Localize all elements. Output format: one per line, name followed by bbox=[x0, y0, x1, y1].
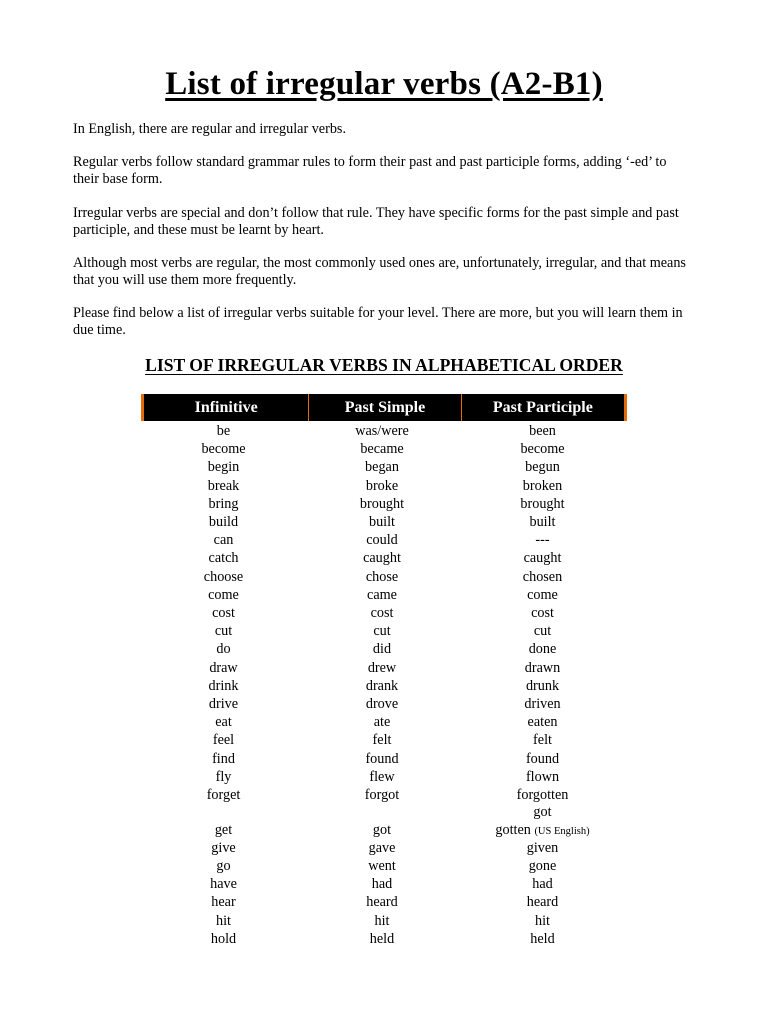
table-row bbox=[141, 586, 627, 604]
table-row bbox=[141, 677, 627, 695]
cell-past-simple: did bbox=[372, 641, 392, 658]
cell-past-simple: found bbox=[365, 750, 399, 767]
cell-past-simple: caught bbox=[363, 550, 401, 567]
table-row bbox=[141, 568, 627, 586]
cell-infinitive: cut bbox=[214, 623, 233, 640]
cell-past-participle: begun bbox=[525, 459, 560, 476]
cell-past-simple: cost bbox=[370, 605, 394, 622]
table-row bbox=[141, 857, 627, 875]
table-row bbox=[141, 422, 627, 440]
table-row bbox=[141, 477, 627, 495]
cell-past-simple: became bbox=[360, 441, 404, 458]
cell-infinitive: come bbox=[208, 586, 239, 603]
cell-past-simple: heard bbox=[366, 894, 398, 911]
table-title: LIST OF IRREGULAR VERBS IN ALPHABETICAL ORDER bbox=[145, 355, 623, 375]
cell-past-participle: held bbox=[530, 930, 555, 947]
table-row bbox=[141, 604, 627, 622]
cell-past-participle: heard bbox=[526, 894, 559, 911]
cell-past-participle: gone bbox=[528, 858, 557, 875]
cell-past-simple: held bbox=[369, 930, 395, 947]
cell-past-participle: built bbox=[529, 514, 556, 531]
table-row bbox=[141, 549, 627, 567]
cell-infinitive: draw bbox=[209, 659, 238, 676]
cell-infinitive: drink bbox=[208, 677, 239, 694]
table-row bbox=[141, 458, 627, 476]
cell-past-simple: flew bbox=[369, 768, 395, 785]
cell-past-participle: done bbox=[528, 641, 557, 658]
table-header bbox=[141, 394, 627, 421]
table-row bbox=[141, 875, 627, 893]
table-row bbox=[141, 768, 627, 786]
cell-infinitive: break bbox=[207, 477, 240, 494]
table-row-get bbox=[141, 804, 627, 839]
table-row bbox=[141, 622, 627, 640]
cell-infinitive: eat bbox=[215, 714, 232, 731]
table-row bbox=[141, 659, 627, 677]
header-past-simple: Past Simple bbox=[309, 394, 461, 421]
table-row bbox=[141, 531, 627, 549]
cell-infinitive: can bbox=[213, 532, 234, 549]
cell-past-simple: cut bbox=[373, 623, 391, 640]
table-row bbox=[141, 695, 627, 713]
cell-past-participle: --- bbox=[535, 532, 550, 549]
participle-gotten: gotten bbox=[495, 821, 531, 838]
cell-past-simple: went bbox=[368, 858, 396, 875]
table-row bbox=[141, 640, 627, 658]
cell-infinitive: give bbox=[211, 839, 236, 856]
cell-past-participle: broken bbox=[522, 477, 563, 494]
cell-past-participle: given bbox=[526, 839, 559, 856]
cell-past-participle: felt bbox=[533, 732, 552, 749]
cell-past-simple: built bbox=[368, 514, 395, 531]
irregular-verbs-paragraph: Irregular verbs are special and don’t follow that rule. They have specific forms for the past simple and past participle, and these must be learnt by heart. bbox=[73, 205, 679, 238]
table-row bbox=[141, 513, 627, 531]
table-row bbox=[141, 750, 627, 768]
table-row bbox=[141, 713, 627, 731]
cell-past-participle: drunk bbox=[525, 677, 560, 694]
page-title: List of irregular verbs (A2-B1) bbox=[165, 66, 603, 102]
verb-table-body bbox=[141, 422, 627, 948]
cell-infinitive: hit bbox=[216, 912, 231, 929]
cell-infinitive: have bbox=[210, 876, 237, 893]
cell-past-simple: forgot bbox=[364, 787, 400, 804]
cell-past-simple: began bbox=[365, 459, 399, 476]
cell-past-participle: become bbox=[520, 441, 565, 458]
cell-infinitive: fly bbox=[215, 768, 232, 785]
cell-infinitive: go bbox=[216, 858, 231, 875]
cell-past-simple: drove bbox=[365, 696, 399, 713]
table-row bbox=[141, 786, 627, 804]
cell-infinitive: get bbox=[214, 821, 233, 838]
us-english-note: (US English) bbox=[534, 825, 590, 837]
cell-past-simple: felt bbox=[372, 732, 392, 749]
cell-past-simple: got bbox=[372, 821, 392, 838]
cell-past-participle: chosen bbox=[522, 568, 563, 585]
cell-past-simple: drew bbox=[367, 659, 397, 676]
cell-past-participle: hit bbox=[535, 912, 550, 929]
table-row bbox=[141, 440, 627, 458]
cell-past-participle: brought bbox=[520, 495, 565, 512]
cell-infinitive: become bbox=[201, 441, 246, 458]
cell-past-participle: cut bbox=[533, 623, 552, 640]
cell-infinitive: feel bbox=[212, 732, 235, 749]
cell-past-simple: broke bbox=[365, 477, 399, 494]
table-row bbox=[141, 912, 627, 930]
table-row bbox=[141, 930, 627, 948]
header-past-participle: Past Participle bbox=[492, 398, 593, 416]
cell-past-simple: could bbox=[366, 532, 398, 549]
cell-infinitive: build bbox=[208, 514, 239, 531]
cell-past-participle: found bbox=[525, 750, 560, 767]
cell-infinitive: drive bbox=[208, 696, 239, 713]
cell-past-participle: flown bbox=[525, 768, 560, 785]
cell-past-participle: had bbox=[532, 876, 553, 893]
list-intro-paragraph: Please find below a list of irregular verbs suitable for your level. There are more, but you will learn them in due time. bbox=[73, 305, 683, 338]
cell-infinitive: hold bbox=[210, 930, 237, 947]
cell-infinitive: hear bbox=[211, 894, 236, 911]
cell-infinitive: bring bbox=[208, 495, 239, 512]
table-row bbox=[141, 495, 627, 513]
cell-past-simple: drank bbox=[365, 677, 399, 694]
cell-past-participle: driven bbox=[524, 696, 561, 713]
regular-verbs-paragraph: Regular verbs follow standard grammar rules to form their past and past participle forms, adding ‘-ed’ to their base form. bbox=[73, 154, 667, 187]
cell-past-participle: eaten bbox=[527, 714, 558, 731]
participle-got: got bbox=[533, 804, 552, 821]
cell-infinitive: catch bbox=[208, 550, 239, 567]
cell-past-simple: brought bbox=[359, 495, 405, 512]
cell-past-simple: gave bbox=[368, 839, 396, 856]
cell-past-participle: been bbox=[529, 423, 556, 439]
cell-past-simple: chose bbox=[365, 568, 399, 585]
cell-past-simple: hit bbox=[374, 912, 390, 929]
table-row bbox=[141, 731, 627, 749]
cell-past-participle bbox=[458, 804, 627, 839]
cell-past-participle: come bbox=[527, 586, 558, 603]
cell-past-simple: came bbox=[367, 586, 397, 603]
cell-infinitive: cost bbox=[212, 605, 235, 622]
cell-infinitive: find bbox=[212, 750, 235, 767]
header-infinitive: Infinitive bbox=[144, 394, 309, 421]
cell-past-participle: caught bbox=[523, 550, 562, 567]
cell-past-participle: forgotten bbox=[516, 787, 569, 804]
cell-infinitive: forget bbox=[206, 787, 241, 804]
table-row bbox=[141, 839, 627, 857]
table-row bbox=[141, 893, 627, 911]
cell-infinitive: begin bbox=[207, 459, 240, 476]
cell-past-simple: ate bbox=[373, 714, 391, 731]
participle-gotten-line bbox=[495, 822, 589, 840]
cell-past-participle: drawn bbox=[524, 659, 561, 676]
cell-infinitive: choose bbox=[203, 568, 244, 585]
cell-past-participle: cost bbox=[531, 605, 554, 622]
frequency-paragraph: Although most verbs are regular, the most commonly used ones are, unfortunately, irregular, and that means that you will use them more frequently. bbox=[73, 255, 686, 288]
cell-infinitive: do bbox=[216, 641, 231, 658]
cell-infinitive: be bbox=[216, 423, 231, 439]
cell-past-simple: was/were bbox=[355, 423, 409, 439]
intro-paragraph: In English, there are regular and irregular verbs. bbox=[73, 121, 346, 137]
cell-past-simple: had bbox=[371, 876, 393, 893]
